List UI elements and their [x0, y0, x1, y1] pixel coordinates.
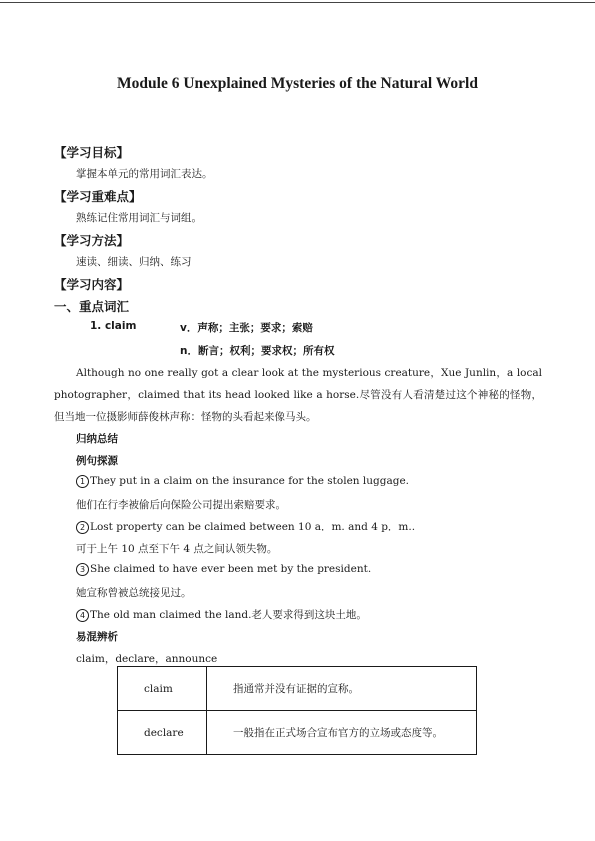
- table-cell-word: claim: [118, 667, 207, 711]
- heading-objectives: 【学习目标】: [54, 145, 130, 160]
- table-row: [118, 711, 477, 755]
- example-1-zh: 他们在行李被偷后向保险公司提出索赔要求。: [76, 499, 286, 511]
- objectives-text: 掌握本单元的常用词汇表达。: [76, 168, 213, 180]
- table-cell-meaning: 一般指在正式场合宣布官方的立场或态度等。: [207, 711, 477, 755]
- circled-number-icon: 4: [76, 609, 89, 622]
- entry-def-verb: v．声称；主张；要求；索赔: [180, 322, 313, 334]
- table-row: [118, 667, 477, 711]
- page-top-rule: [0, 2, 595, 3]
- examples-heading: 例句探源: [76, 455, 118, 467]
- confusion-heading: 易混辨析: [76, 631, 118, 643]
- example-3-zh: 她宣称曾被总统接见过。: [76, 587, 192, 599]
- example-paragraph-line-3: 但当地一位摄影师薛俊林声称：怪物的头看起来像马头。: [54, 411, 317, 423]
- entry-def-noun: n．断言；权利；要求权；所有权: [180, 345, 335, 357]
- key-points-text: 熟练记住常用词汇与词组。: [76, 212, 202, 224]
- circled-number-icon: 3: [76, 563, 89, 576]
- heading-key-points: 【学习重难点】: [54, 189, 142, 204]
- example-2-en: 2 Lost property can be claimed between 10 a．m. and 4 p．m..: [76, 519, 415, 534]
- example-2-zh: 可于上午 10 点至下午 4 点之间认领失物。: [76, 543, 278, 555]
- comparison-table: [117, 666, 477, 755]
- example-paragraph-line-1: Although no one really got a clear look at the mysterious creature，Xue Junlin，a local: [76, 367, 542, 379]
- example-paragraph-line-2: photographer，claimed that its head looked like a horse.尽管没有人看清楚过这个神秘的怪物，: [54, 389, 542, 401]
- circled-number-icon: 1: [76, 475, 89, 488]
- methods-text: 速读、细读、归纳、练习: [76, 256, 192, 268]
- table-cell-meaning: 指通常并没有证据的宣称。: [207, 667, 477, 711]
- example-1-en: 1 They put in a claim on the insurance for the stolen luggage.: [76, 475, 409, 488]
- example-3-en: 3 She claimed to have ever been met by the president.: [76, 563, 371, 576]
- circled-number-icon: 2: [76, 521, 89, 534]
- vocab-heading: 一、重点词汇: [54, 299, 130, 314]
- confusion-words: claim，declare，announce: [76, 653, 218, 665]
- example-4-en: 4 The old man claimed the land.老人要求得到这块土地。: [76, 607, 367, 622]
- summary-heading: 归纳总结: [76, 433, 118, 445]
- page-title: Module 6 Unexplained Mysteries of the Natural World: [117, 75, 478, 92]
- entry-word: 1. claim: [90, 320, 137, 332]
- table-cell-word: declare: [118, 711, 207, 755]
- heading-content: 【学习内容】: [54, 277, 130, 292]
- heading-methods: 【学习方法】: [54, 233, 130, 248]
